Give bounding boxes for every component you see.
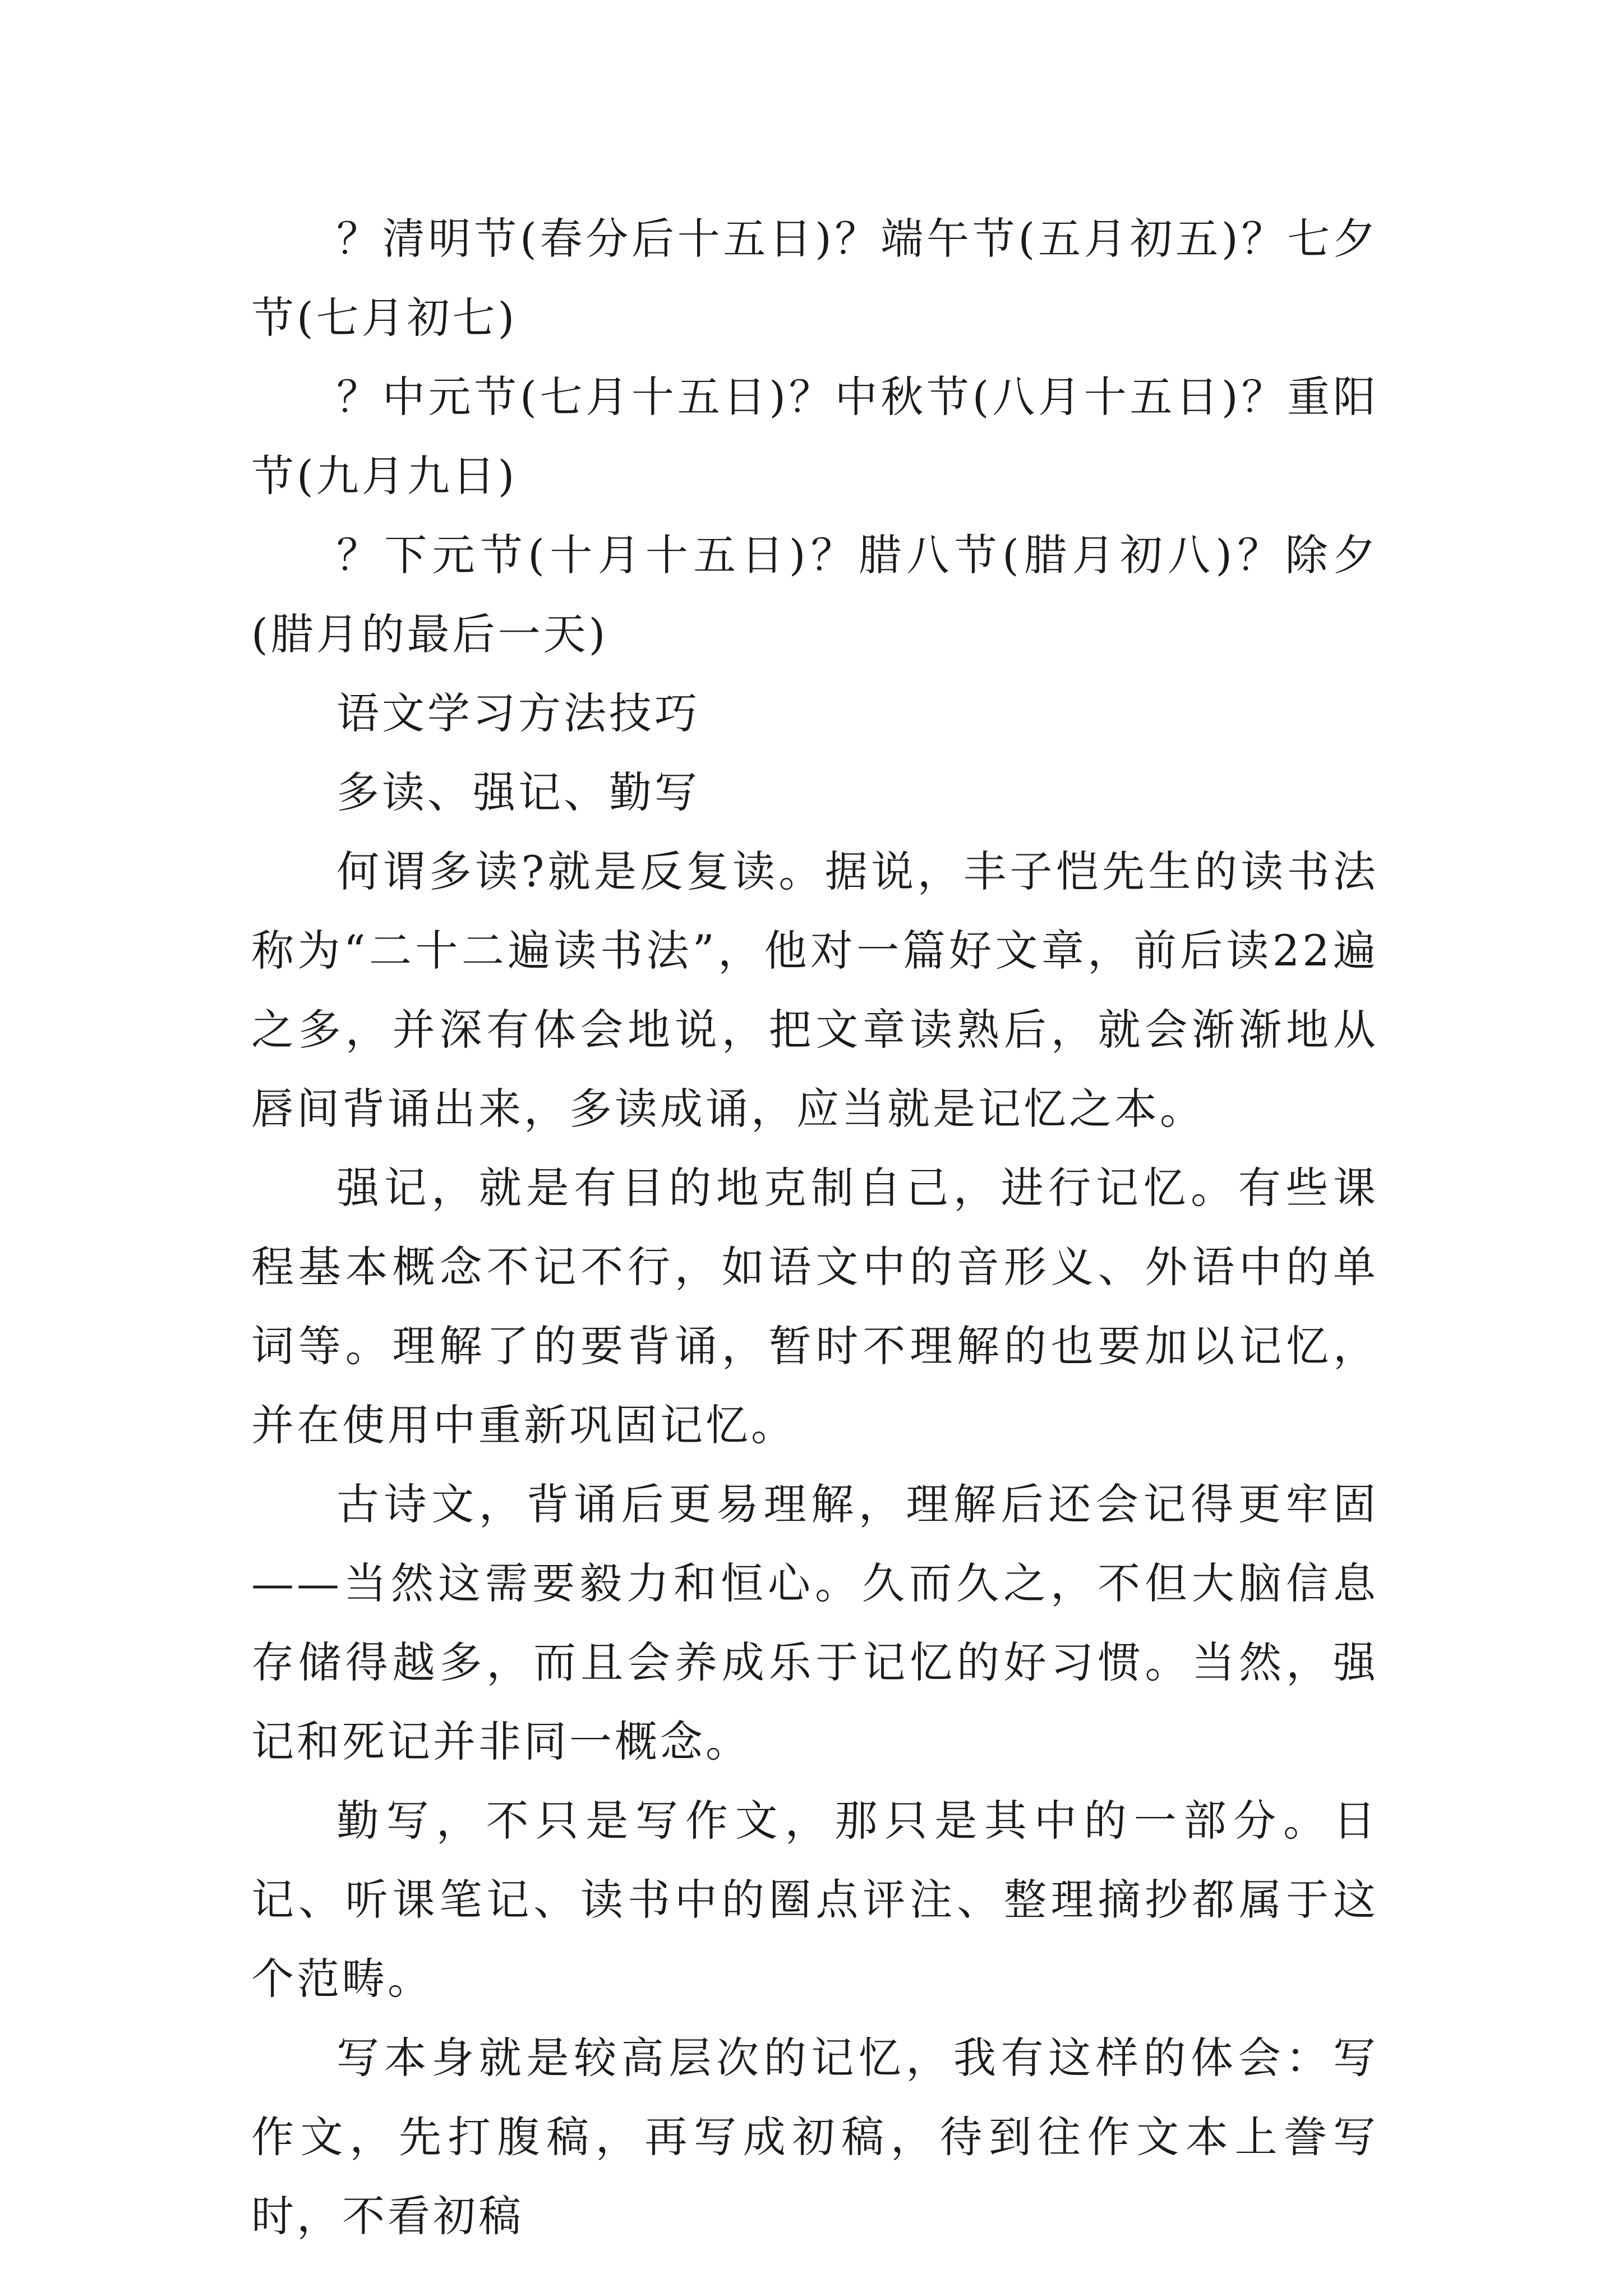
paragraph-festivals-2: ？中元节(七月十五日)？中秋节(八月十五日)？重阳节(九月九日)	[251, 372, 1378, 501]
document-body	[251, 199, 1378, 2256]
paragraph-memorize: 强记，就是有目的地克制自己，进行记忆。有些课程基本概念不记不行，如语文中的音形义、外语中的单词等。理解了的要背诵，暂时不理解的也要加以记忆，并在使用中重新巩固记忆。	[251, 1163, 1378, 1450]
paragraph-read-more: 何谓多读?就是反复读。据说，丰子恺先生的读书法称为“二十二遍读书法”，他对一篇好文章，前后读22遍之多，并深有体会地说，把文章读熟后，就会渐渐地从唇间背诵出来，多读成诵，应当就是记忆之本。	[251, 846, 1378, 1134]
section-subheading: 多读、强记、勤写	[336, 767, 700, 817]
paragraph-classical-poetry: 古诗文，背诵后更易理解，理解后还会记得更牢固——当然这需要毅力和恒心。久而久之，不但大脑信息存储得越多，而且会养成乐于记忆的好习惯。当然，强记和死记并非同一概念。	[251, 1479, 1378, 1766]
paragraph-writing-memory: 写本身就是较高层次的记忆，我有这样的体会：写作文，先打腹稿，再写成初稿，待到往作文本上誊写时，不看初稿	[251, 2033, 1378, 2241]
paragraph-festivals-1: ？清明节(春分后十五日)？端午节(五月初五)？七夕节(七月初七)	[251, 214, 1378, 343]
section-heading: 语文学习方法技巧	[336, 688, 700, 738]
paragraph-festivals-3: ？下元节(十月十五日)？腊八节(腊月初八)？除夕(腊月的最后一天)	[251, 530, 1378, 659]
paragraph-write-often: 勤写，不只是写作文，那只是其中的一部分。日记、听课笔记、读书中的圈点评注、整理摘抄都属于这个范畴。	[251, 1796, 1378, 2004]
